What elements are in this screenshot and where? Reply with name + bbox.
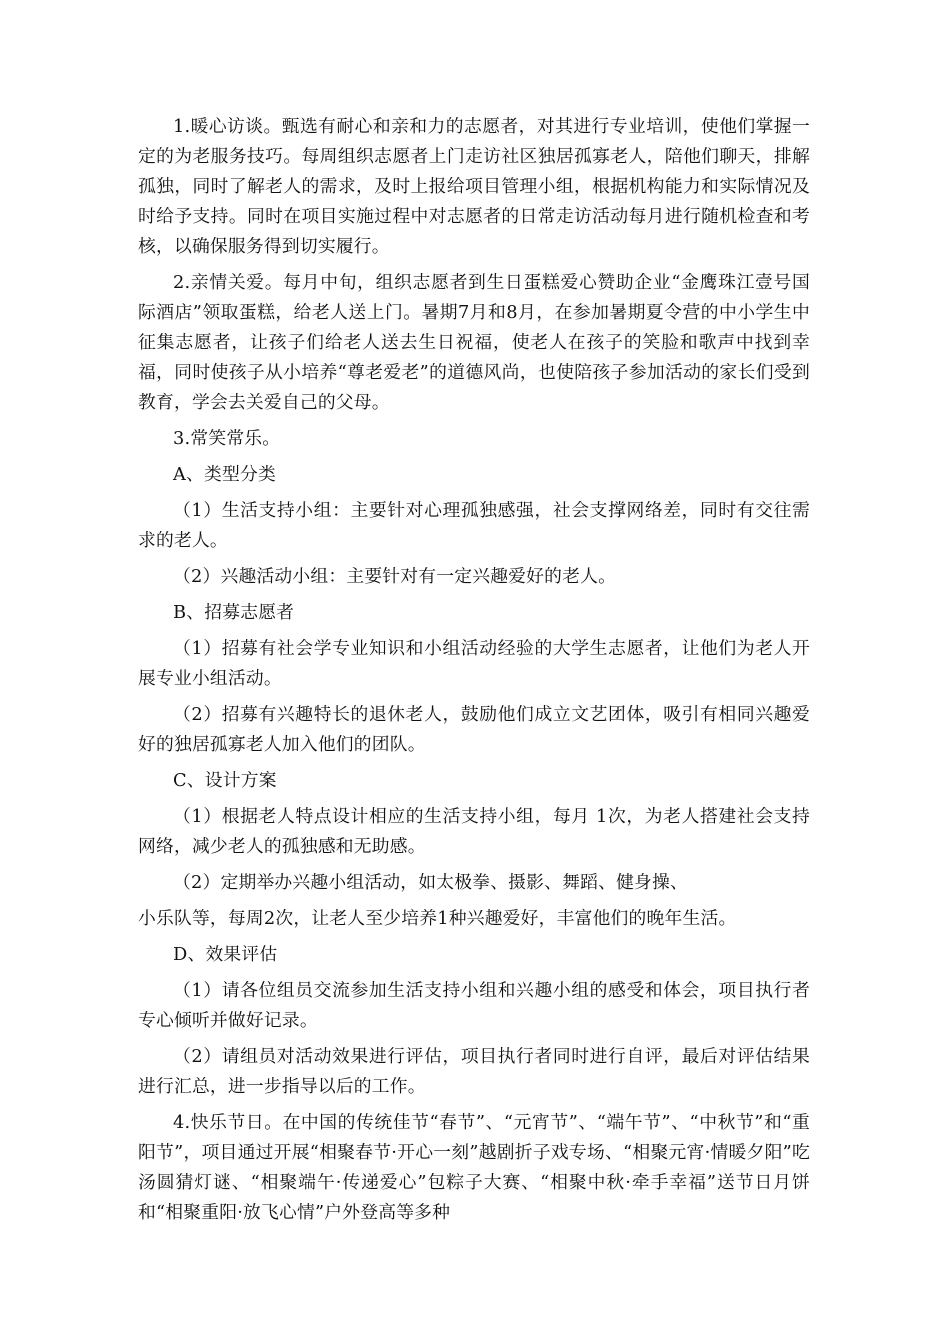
item-monthly-support-group: （1）根据老人特点设计相应的生活支持小组，每月 1次，为老人搭建社会支持网络，减少老人的孤独感和无助感。 xyxy=(138,806,810,857)
item-member-evaluation: （2）请组员对活动效果进行评估，项目执行者同时进行自评，最后对评估结果进行汇总，进一步指导以后的工作。 xyxy=(138,1046,810,1097)
item-retired-volunteers: （2）招募有兴趣特长的退休老人，鼓励他们成立文艺团体，吸引有相同兴趣爱好的独居孤寡老人加入他们的团队。 xyxy=(138,704,810,755)
item-student-volunteers: （1）招募有社会学专业知识和小组活动经验的大学生志愿者，让他们为老人开展专业小组活动。 xyxy=(138,638,810,689)
paragraph-happy-festivals: 4.快乐节日。在中国的传统佳节“春节”、“元宵节”、“端午节”、“中秋节”和“重阳节”，项目通过开展“相聚春节·开心一刻”越剧折子戏专场、“相聚元宵·情暖夕阳”吃汤圆猜灯谜、“相聚端午·传递爱心”包粽子大赛、“相聚中秋·牵手幸福”送节日月饼和“相聚重阳·放飞心情”户外登高等多种 xyxy=(138,1112,810,1223)
document-body xyxy=(138,112,810,1234)
heading-type-classification: A、类型分类 xyxy=(173,464,276,485)
paragraph-smile-joy: 3.常笑常乐。 xyxy=(173,428,281,449)
heading-design-plan: C、设计方案 xyxy=(173,770,277,791)
item-life-support-group: （1）生活支持小组：主要针对心理孤独感强，社会支撑网络差，同时有交往需求的老人。 xyxy=(138,500,810,551)
item-regular-interest-activities-continued: 小乐队等，每周2次，让老人至少培养1种兴趣爱好，丰富他们的晚年生活。 xyxy=(138,908,737,929)
paragraph-warm-visit: 1.暖心访谈。甄选有耐心和亲和力的志愿者，对其进行专业培训，使他们掌握一定的为老服务技巧。每周组织志愿者上门走访社区独居孤寡老人，陪他们聊天，排解孤独，同时了解老人的需求，及时上报给项目管理小组，根据机构能力和实际情况及时给予支持。同时在项目实施过程中对志愿者的日常走访活动每月进行随机检查和考核，以确保服务得到切实履行。 xyxy=(138,116,810,257)
item-member-sharing: （1）请各位组员交流参加生活支持小组和兴趣小组的感受和体会，项目执行者专心倾听并做好记录。 xyxy=(138,980,810,1031)
heading-effect-evaluation: D、效果评估 xyxy=(173,944,278,965)
paragraph-family-care: 2.亲情关爱。每月中旬，组织志愿者到生日蛋糕爱心赞助企业“金鹰珠江壹号国际酒店”领取蛋糕，给老人送上门。暑期7月和8月，在参加暑期夏令营的中小学生中征集志愿者，让孩子们给老人送去生日祝福，使老人在孩子的笑脸和歌声中找到幸福，同时使孩子从小培养“尊老爱老”的道德风尚，也使陪孩子参加活动的家长们受到教育，学会去关爱自己的父母。 xyxy=(138,272,810,413)
heading-recruit-volunteers: B、招募志愿者 xyxy=(173,602,295,623)
item-regular-interest-activities: （2）定期举办兴趣小组活动，如太极拳、摄影、舞蹈、健身操、 xyxy=(173,872,688,893)
item-interest-group: （2）兴趣活动小组：主要针对有一定兴趣爱好的老人。 xyxy=(173,566,617,587)
